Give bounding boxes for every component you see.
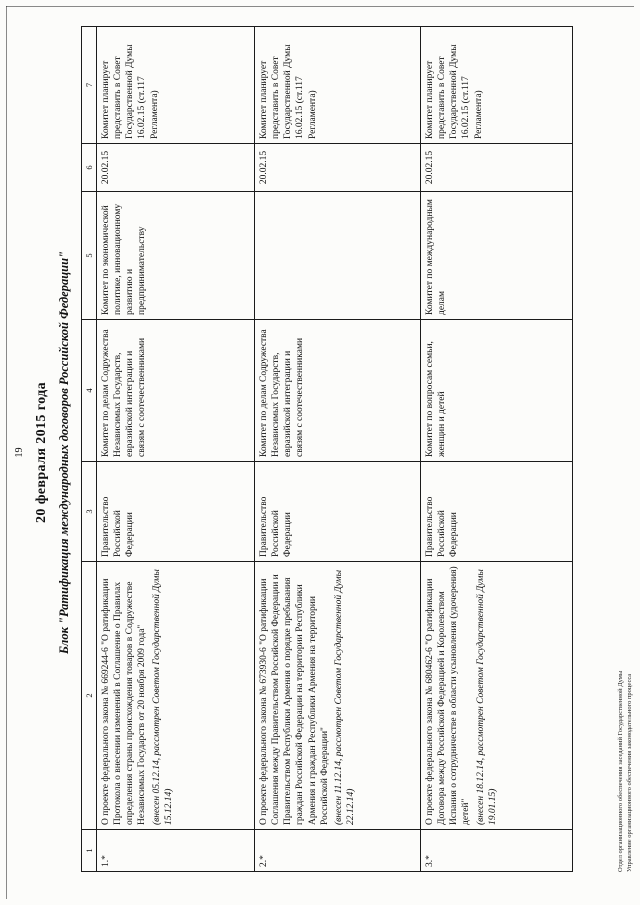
bill-cell bbox=[255, 562, 421, 830]
bill-cell bbox=[97, 562, 255, 830]
committee-plan-cell: Комитет планирует представить в Совет Государственной Думы 16.02.15 (ст.117 Регламента) bbox=[421, 27, 573, 144]
table-row bbox=[255, 27, 421, 872]
column-number: 6 bbox=[82, 144, 97, 192]
date-heading: 20 февраля 2015 года bbox=[34, 382, 49, 523]
footer-department bbox=[617, 671, 635, 872]
bill-title: О проекте федерального закона № 680462-6 "О ратификации Договора между Российской Федерацией и Королевством Испания о сотрудничестве в области усыновления (удочерения) детей" bbox=[425, 566, 472, 825]
footer-line: Отдел организационного обеспечения заседаний Государственной Думы bbox=[617, 670, 625, 872]
column-number: 2 bbox=[82, 562, 97, 830]
co-committee-cell bbox=[255, 192, 421, 320]
page-number: 19 bbox=[14, 447, 25, 458]
responsible-committee-cell: Комитет по вопросам семьи, женщин и детей bbox=[421, 320, 573, 462]
column-number: 7 bbox=[82, 27, 97, 144]
initiator-cell: Правительство Российской Федерации bbox=[97, 462, 255, 562]
consideration-date-cell: 20.02.15 bbox=[255, 144, 421, 192]
co-committee-cell: Комитет по экономической политике, инновационному развитию и предпринимательству bbox=[97, 192, 255, 320]
initiator-cell: Правительство Российской Федерации bbox=[255, 462, 421, 562]
block-title: Блок "Ратификация международных договоров Российской Федерации" bbox=[57, 251, 71, 655]
row-number: 3.* bbox=[421, 830, 573, 872]
column-number: 4 bbox=[82, 320, 97, 462]
column-number: 5 bbox=[82, 192, 97, 320]
table-row bbox=[97, 27, 255, 872]
committee-plan-cell: Комитет планирует представить в Совет Государственной Думы 16.02.15 (ст.117 Регламента) bbox=[97, 27, 255, 144]
bill-note: (внесен 11.12.14, рассмотрен Советом Государственной Думы 22.12.14) bbox=[333, 569, 357, 825]
bill-title: О проекте федерального закона № 673930-6 "О ратификации Соглашения между Правительством Российской Федерации и Правительством Республики Армения о порядке пребывания граждан Российской Федерации на территории Республики Армения и граждан Республики Армения на территории Российской Федерации" bbox=[259, 574, 330, 825]
bill-title: О проекте федерального закона № 669244-6 "О ратификации Протокола о внесении изменений в Соглашение о Правилах определения страны происхождения товаров в Содружестве Независимых Государств от 20 ноября 2009 года" bbox=[101, 578, 148, 825]
column-number: 3 bbox=[82, 462, 97, 562]
bill-note: (внесен 18.12.14, рассмотрен Советом Государственной Думы 19.01.15) bbox=[475, 569, 498, 825]
consideration-date-cell: 20.02.15 bbox=[97, 144, 255, 192]
table-row bbox=[421, 27, 573, 872]
responsible-committee-cell: Комитет по делам Содружества Независимых Государств, евразийской интеграции и связям с соотечественниками bbox=[97, 320, 255, 462]
bill-cell bbox=[421, 562, 573, 830]
footer-line: Управление организационного обеспечения законодательного процесса bbox=[626, 673, 634, 872]
co-committee-cell: Комитет по международным делам bbox=[421, 192, 573, 320]
column-number: 1 bbox=[82, 830, 97, 872]
schedule-table bbox=[81, 26, 573, 872]
responsible-committee-cell: Комитет по делам Содружества Независимых Государств, евразийской интеграции и связям с соотечественниками bbox=[255, 320, 421, 462]
initiator-cell: Правительство Российской Федерации bbox=[421, 462, 573, 562]
committee-plan-cell: Комитет планирует представить в Совет Государственной Думы 16.02.15 (ст.117 Регламента) bbox=[255, 27, 421, 144]
bill-note: (внесен 05.12.14, рассмотрен Советом Государственной Думы 15.12.14) bbox=[151, 569, 174, 825]
column-number-row bbox=[82, 27, 97, 872]
consideration-date-cell: 20.02.15 bbox=[421, 144, 573, 192]
row-number: 1.* bbox=[97, 830, 255, 872]
row-number: 2.* bbox=[255, 830, 421, 872]
